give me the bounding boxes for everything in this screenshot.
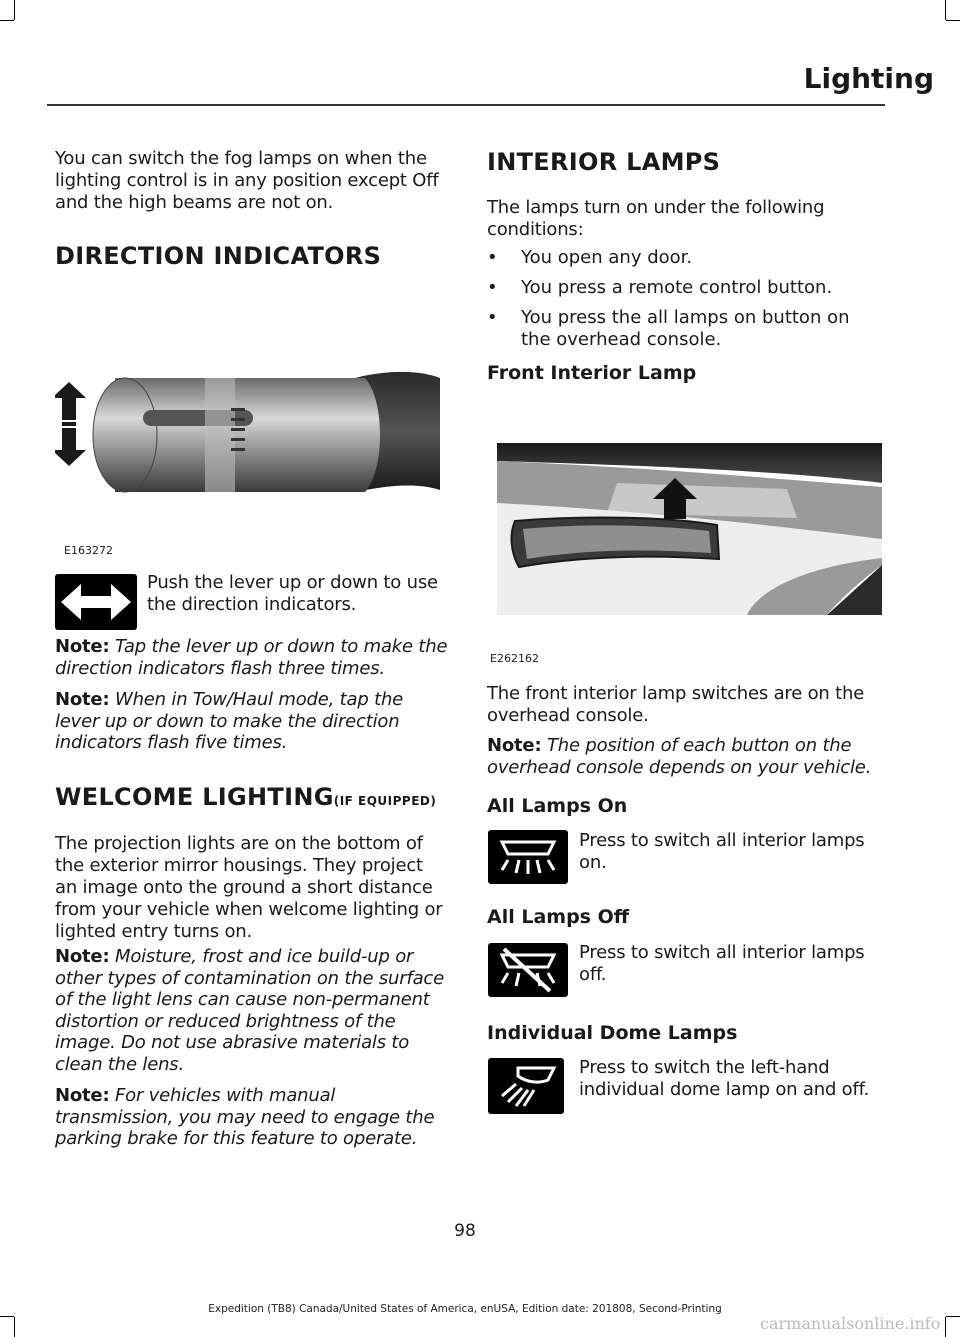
- watermark: carmanualsonline.info: [760, 1314, 941, 1333]
- crop-mark: [945, 0, 946, 20]
- dome-lamp-on-icon: [488, 830, 568, 884]
- note-flash-three: [55, 636, 449, 679]
- turn-signal-lever-image: [55, 360, 440, 560]
- edition-info: Expedition (TB8) Canada/United States of America, enUSA, Edition date: 201808, Second-Printing: [208, 1303, 722, 1315]
- front-interior-lamp-heading: Front Interior Lamp: [487, 362, 697, 384]
- welcome-lighting-heading-text: WELCOME LIGHTING: [55, 783, 334, 811]
- interior-lamps-section: [487, 148, 881, 176]
- lever-figure-code: E163272: [64, 544, 113, 557]
- lever-instruction-text: Push the lever up or down to use the direction indicators.: [147, 572, 438, 615]
- front-lamp-paragraph: [487, 683, 883, 727]
- note-label: Note:: [487, 735, 542, 756]
- note-text: For vehicles with manual transmission, you may need to engage the parking brake for this feature to operate.: [55, 1085, 435, 1149]
- bullet-mark: •: [487, 307, 498, 328]
- crop-mark: [14, 0, 15, 20]
- bullet-mark: •: [487, 277, 498, 298]
- list-item: [487, 277, 881, 299]
- individual-dome-lamps-instruction: [579, 1057, 884, 1101]
- note-text: Tap the lever up or down to make the direction indicators flash three times.: [55, 636, 448, 679]
- front-interior-lamp-section: [487, 362, 881, 384]
- page-number: 98: [454, 1221, 476, 1241]
- crop-mark: [14, 1317, 15, 1337]
- welcome-lighting-paragraph: [55, 833, 449, 943]
- list-item-text: You press the all lamps on button on the overhead console.: [521, 307, 850, 350]
- note-label: Note:: [55, 636, 110, 657]
- list-item-text: You press a remote control button.: [521, 277, 833, 298]
- individual-dome-lamps-text: Press to switch the left-hand individual dome lamp on and off.: [579, 1057, 869, 1100]
- note-label: Note:: [55, 946, 110, 967]
- list-item-text: You open any door.: [521, 247, 693, 268]
- note-manual-transmission: [55, 1085, 449, 1150]
- if-equipped-label: (IF EQUIPPED): [333, 794, 437, 808]
- interior-lamps-heading: INTERIOR LAMPS: [487, 148, 721, 176]
- individual-dome-lamps-section: [487, 1022, 881, 1044]
- interior-lamps-conditions: [487, 247, 881, 359]
- interior-lamps-intro: [487, 197, 881, 241]
- turn-signal-lever-figure: [55, 360, 440, 560]
- conditions-list: [487, 247, 881, 351]
- crop-mark: [946, 1316, 960, 1317]
- welcome-lighting-heading: [55, 783, 455, 811]
- page-title: Lighting: [803, 62, 934, 95]
- all-lamps-on-instruction: [579, 830, 884, 874]
- list-item: [487, 307, 881, 351]
- note-tow-haul: [55, 689, 449, 754]
- bullet-mark: •: [487, 247, 498, 268]
- individual-dome-lamps-heading: Individual Dome Lamps: [487, 1022, 738, 1044]
- note-button-position: [487, 735, 881, 778]
- console-figure-code: E262162: [490, 652, 539, 665]
- note-text: Moisture, frost and ice build-up or other types of contamination on the surface of the light lens can cause non-permanent distortion or reduced brightness of the image. Do not use abrasive materials to clean the lens.: [55, 946, 444, 1075]
- note-lens-contamination: [55, 946, 449, 1075]
- interior-lamps-intro-text: The lamps turn on under the following conditions:: [487, 197, 825, 240]
- fog-lamps-paragraph: [55, 148, 449, 214]
- welcome-lighting-section: [55, 783, 455, 811]
- overhead-console-image: [497, 443, 882, 615]
- all-lamps-off-section: [487, 906, 881, 928]
- direction-indicator-icon: [55, 574, 137, 630]
- crop-mark: [945, 1317, 946, 1337]
- front-lamp-text: The front interior lamp switches are on the overhead console.: [487, 683, 865, 726]
- lever-instruction: [147, 572, 449, 616]
- direction-indicators-section: [55, 242, 449, 270]
- all-lamps-off-instruction: [579, 942, 884, 986]
- overhead-console-figure: [497, 443, 882, 615]
- note-text: The position of each button on the overhead console depends on your vehicle.: [487, 735, 872, 778]
- dome-lamp-off-icon: [488, 943, 568, 997]
- individual-dome-lamp-icon: [488, 1058, 564, 1114]
- crop-mark: [0, 1316, 14, 1317]
- direction-indicators-heading: DIRECTION INDICATORS: [55, 242, 382, 270]
- all-lamps-on-section: [487, 795, 881, 817]
- welcome-lighting-text: The projection lights are on the bottom of the exterior mirror housings. They project an image onto the ground a short distance from your vehicle when welcome lighting or lighted entry turns on.: [55, 833, 443, 942]
- all-lamps-on-heading: All Lamps On: [487, 795, 628, 817]
- header-divider: [47, 104, 885, 106]
- note-label: Note:: [55, 1085, 110, 1106]
- crop-mark: [0, 20, 14, 21]
- all-lamps-off-text: Press to switch all interior lamps off.: [579, 942, 865, 985]
- all-lamps-off-heading: All Lamps Off: [487, 906, 630, 928]
- note-label: Note:: [55, 689, 110, 710]
- fog-lamps-text: You can switch the fog lamps on when the lighting control is in any position except Off and the high beams are not on.: [55, 148, 439, 213]
- crop-mark: [946, 20, 960, 21]
- note-text: When in Tow/Haul mode, tap the lever up or down to make the direction indicators flash five times.: [55, 689, 404, 753]
- list-item: [487, 247, 881, 269]
- all-lamps-on-text: Press to switch all interior lamps on.: [579, 830, 865, 873]
